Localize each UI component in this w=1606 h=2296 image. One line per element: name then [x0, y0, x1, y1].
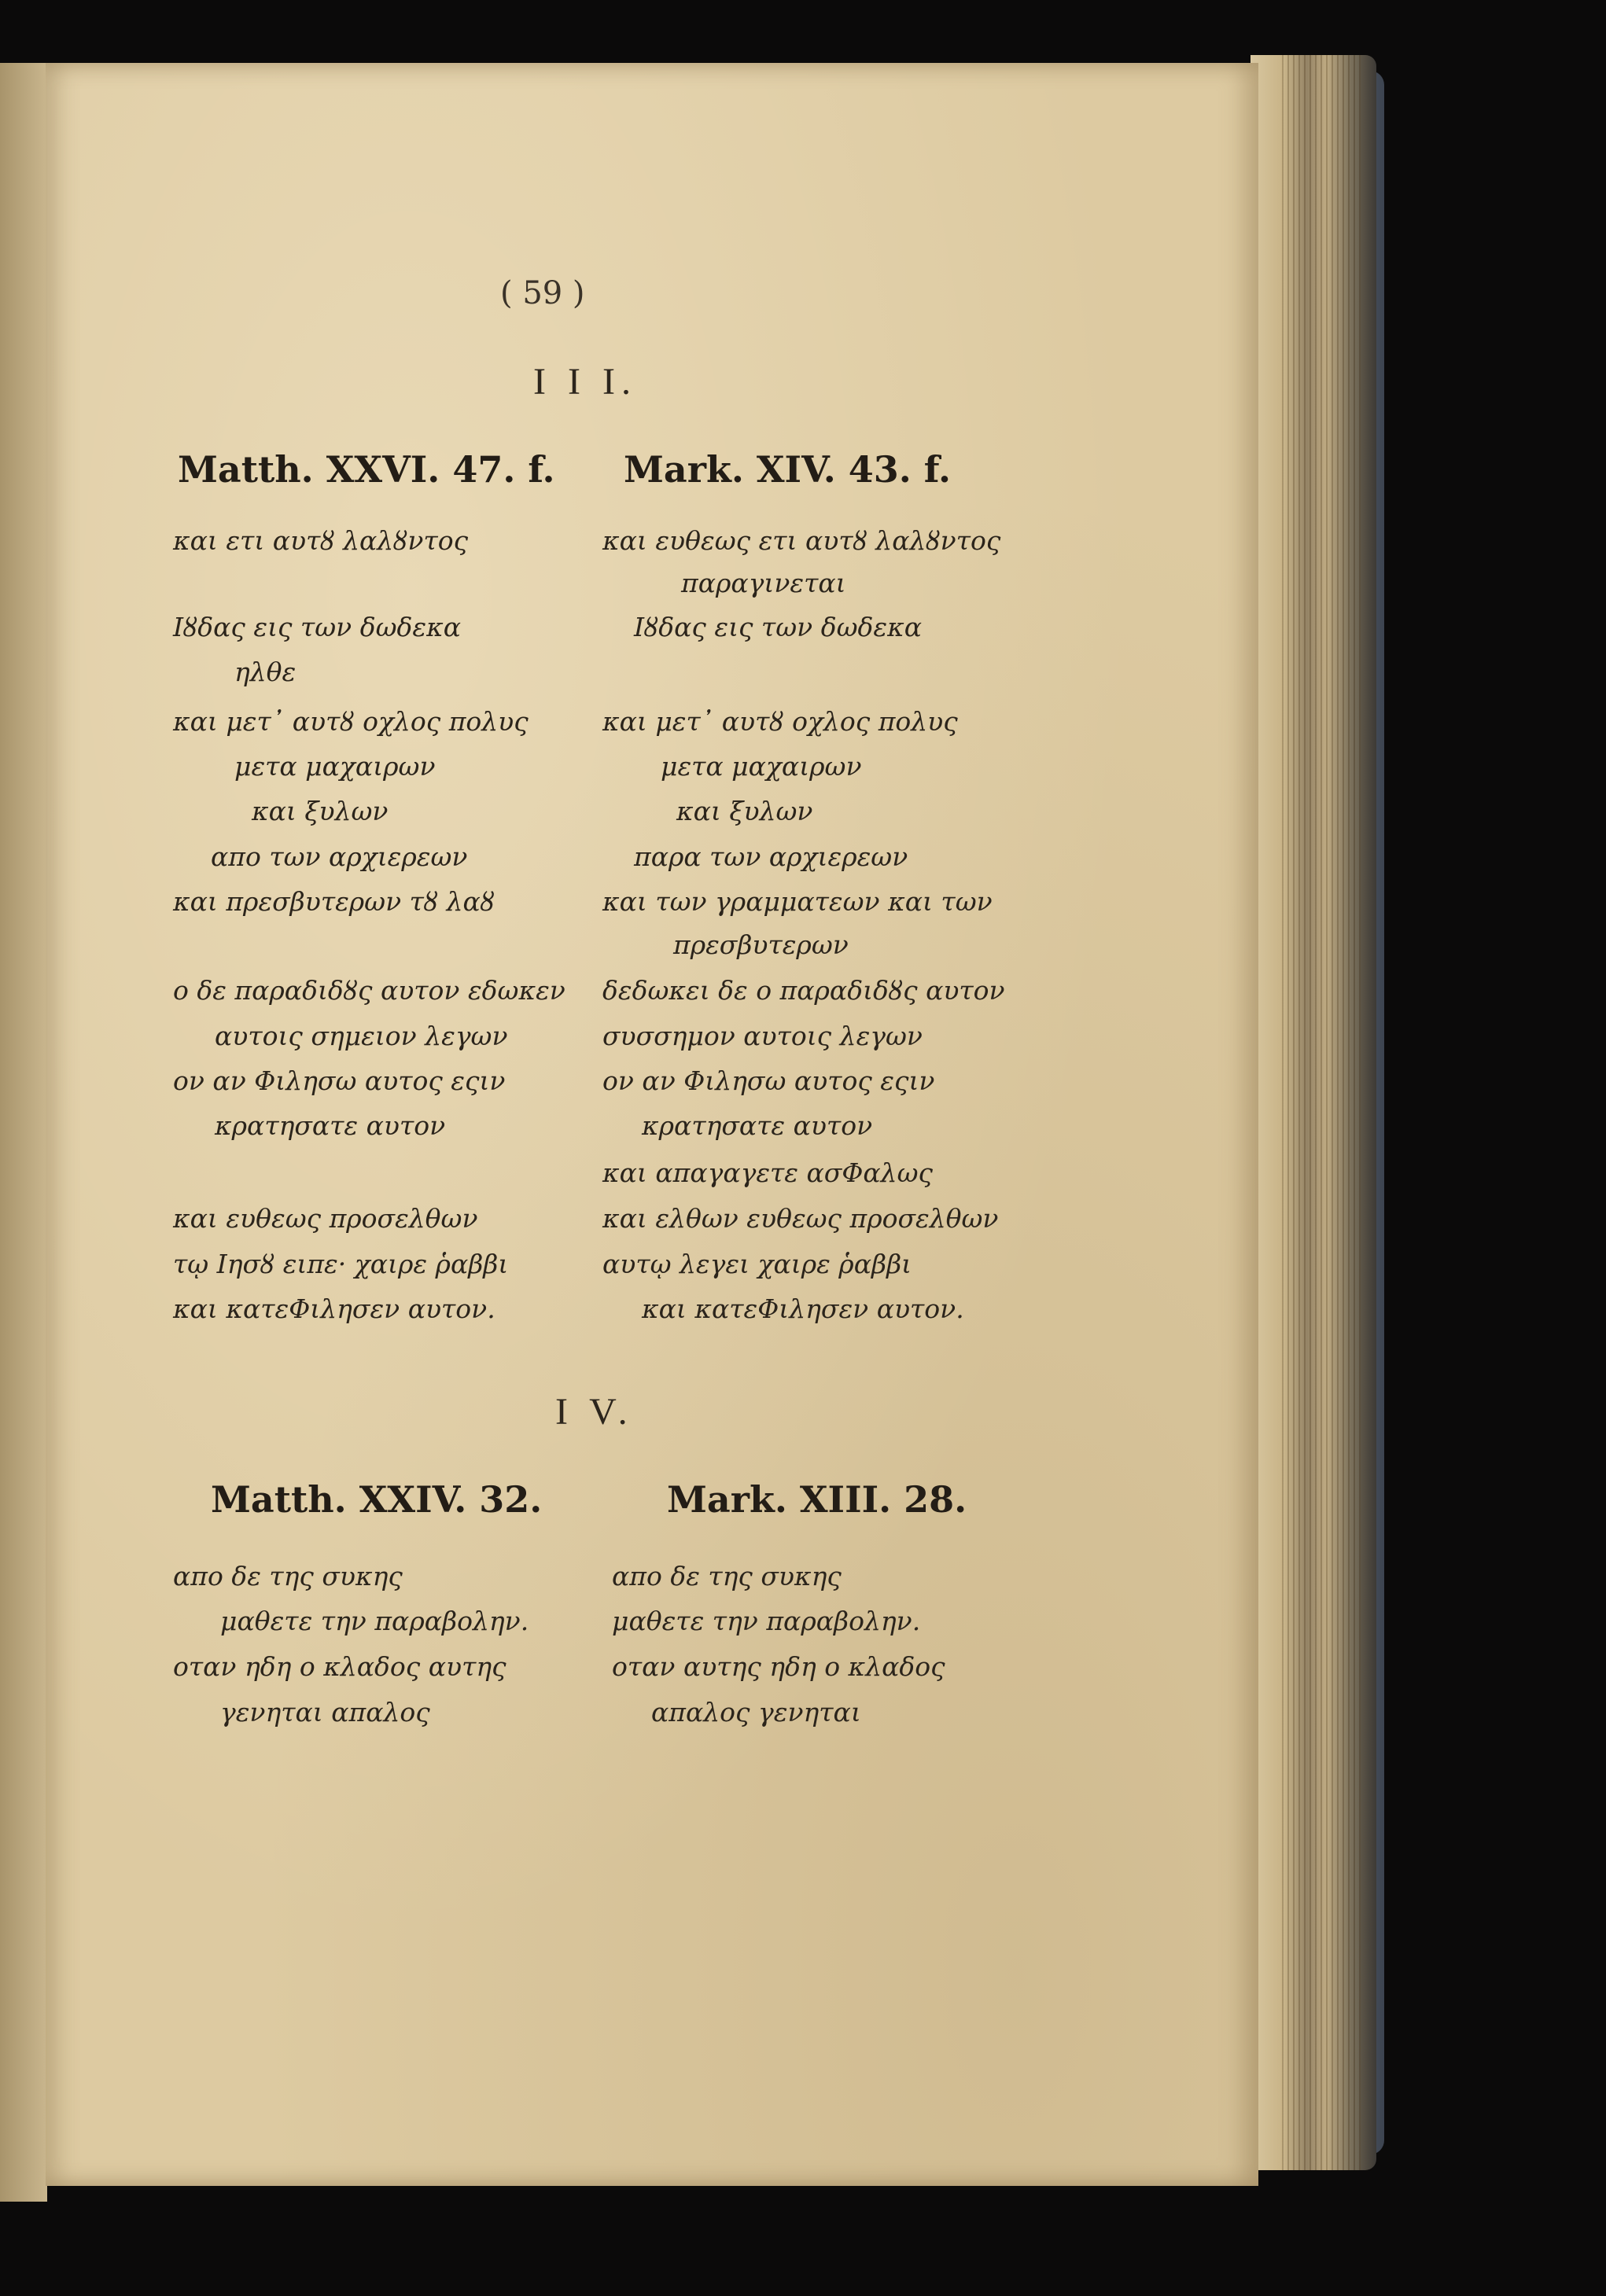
left-line: και ξυλων — [252, 796, 389, 826]
left-line: οταν ηδη ο κλαδος αυτης — [173, 1651, 506, 1682]
right-line: αυτῳ λεγει χαιρε ῥαββι — [602, 1249, 912, 1279]
left-line: απο των αρχιερεων — [211, 841, 468, 872]
right-line: και των γραμματεων και των — [602, 886, 993, 917]
section-numeral-iii: I I I. — [533, 361, 637, 403]
right-line: ον αν Φιλησω αυτος εςιν — [602, 1065, 935, 1096]
right-line: παρα των αρχιερεων — [634, 841, 908, 872]
right-line: και ξυλων — [676, 796, 813, 826]
right-line: κρατησατε αυτον — [642, 1110, 873, 1141]
right-line: και κατεΦιλησεν αυτον. — [642, 1293, 964, 1324]
right-column-reference: Mark. XIII. 28. — [667, 1478, 967, 1521]
left-line: μετα μαχαιρων — [234, 751, 436, 782]
page-edges — [1251, 55, 1376, 2170]
right-line: δεδωκει δε ο παραδιδȣς αυτον — [602, 975, 1005, 1006]
left-line: ο δε παραδιδȣς αυτον εδωκεν — [173, 975, 565, 1006]
right-line: και μετ᾽ αυτȣ οχλος πολυς — [602, 706, 958, 737]
left-line: μαθετε την παραβολην. — [220, 1606, 529, 1636]
left-line: και μετ᾽ αυτȣ οχλος πολυς — [173, 706, 529, 737]
left-line: αυτοις σημειον λεγων — [215, 1021, 508, 1051]
section-numeral-iv: I V. — [555, 1391, 634, 1433]
right-line: μετα μαχαιρων — [661, 751, 862, 782]
right-line: Iȣδας εις των δωδεκα — [634, 612, 922, 642]
right-line: απο δε της συκης — [612, 1561, 842, 1591]
left-line: ον αν Φιλησω αυτος εςιν — [173, 1065, 506, 1096]
right-line: πρεσβυτερων — [673, 929, 849, 960]
right-line: συσσημον αυτοις λεγων — [602, 1021, 923, 1051]
left-line: και ετι αυτȣ λαλȣντος — [173, 525, 469, 556]
left-line: Iȣδας εις των δωδεκα — [173, 612, 461, 642]
right-line: και ευθεως ετι αυτȣ λαλȣντος — [602, 525, 1001, 556]
right-line: και ελθων ευθεως προσελθων — [602, 1203, 999, 1234]
left-line: και πρεσβυτερων τȣ λαȣ — [173, 886, 495, 917]
left-line: απο δε της συκης — [173, 1561, 403, 1591]
right-column-reference: Mark. XIV. 43. f. — [624, 448, 951, 491]
left-line: ηλθε — [234, 657, 297, 687]
left-column-reference: Matth. XXIV. 32. — [211, 1478, 543, 1521]
left-line: κρατησατε αυτον — [215, 1110, 446, 1141]
right-line: οταν αυτης ηδη ο κλαδος — [612, 1651, 945, 1682]
right-line: παραγινεται — [681, 568, 846, 598]
left-line: και κατεΦιλησεν αυτον. — [173, 1293, 495, 1324]
page-sheet — [46, 63, 1258, 2186]
left-column-reference: Matth. XXVI. 47. f. — [178, 448, 555, 491]
right-line: και απαγαγετε ασΦαλως — [602, 1157, 933, 1188]
facing-page-edge — [0, 63, 47, 2202]
right-line: μαθετε την παραβολην. — [612, 1606, 921, 1636]
page-number: ( 59 ) — [500, 275, 585, 311]
left-line: τῳ Iησȣ ειπε· χαιρε ῥαββι — [173, 1249, 509, 1279]
left-line: γενηται απαλος — [220, 1697, 430, 1728]
right-line: απαλος γενηται — [651, 1697, 861, 1728]
left-line: και ευθεως προσελθων — [173, 1203, 478, 1234]
